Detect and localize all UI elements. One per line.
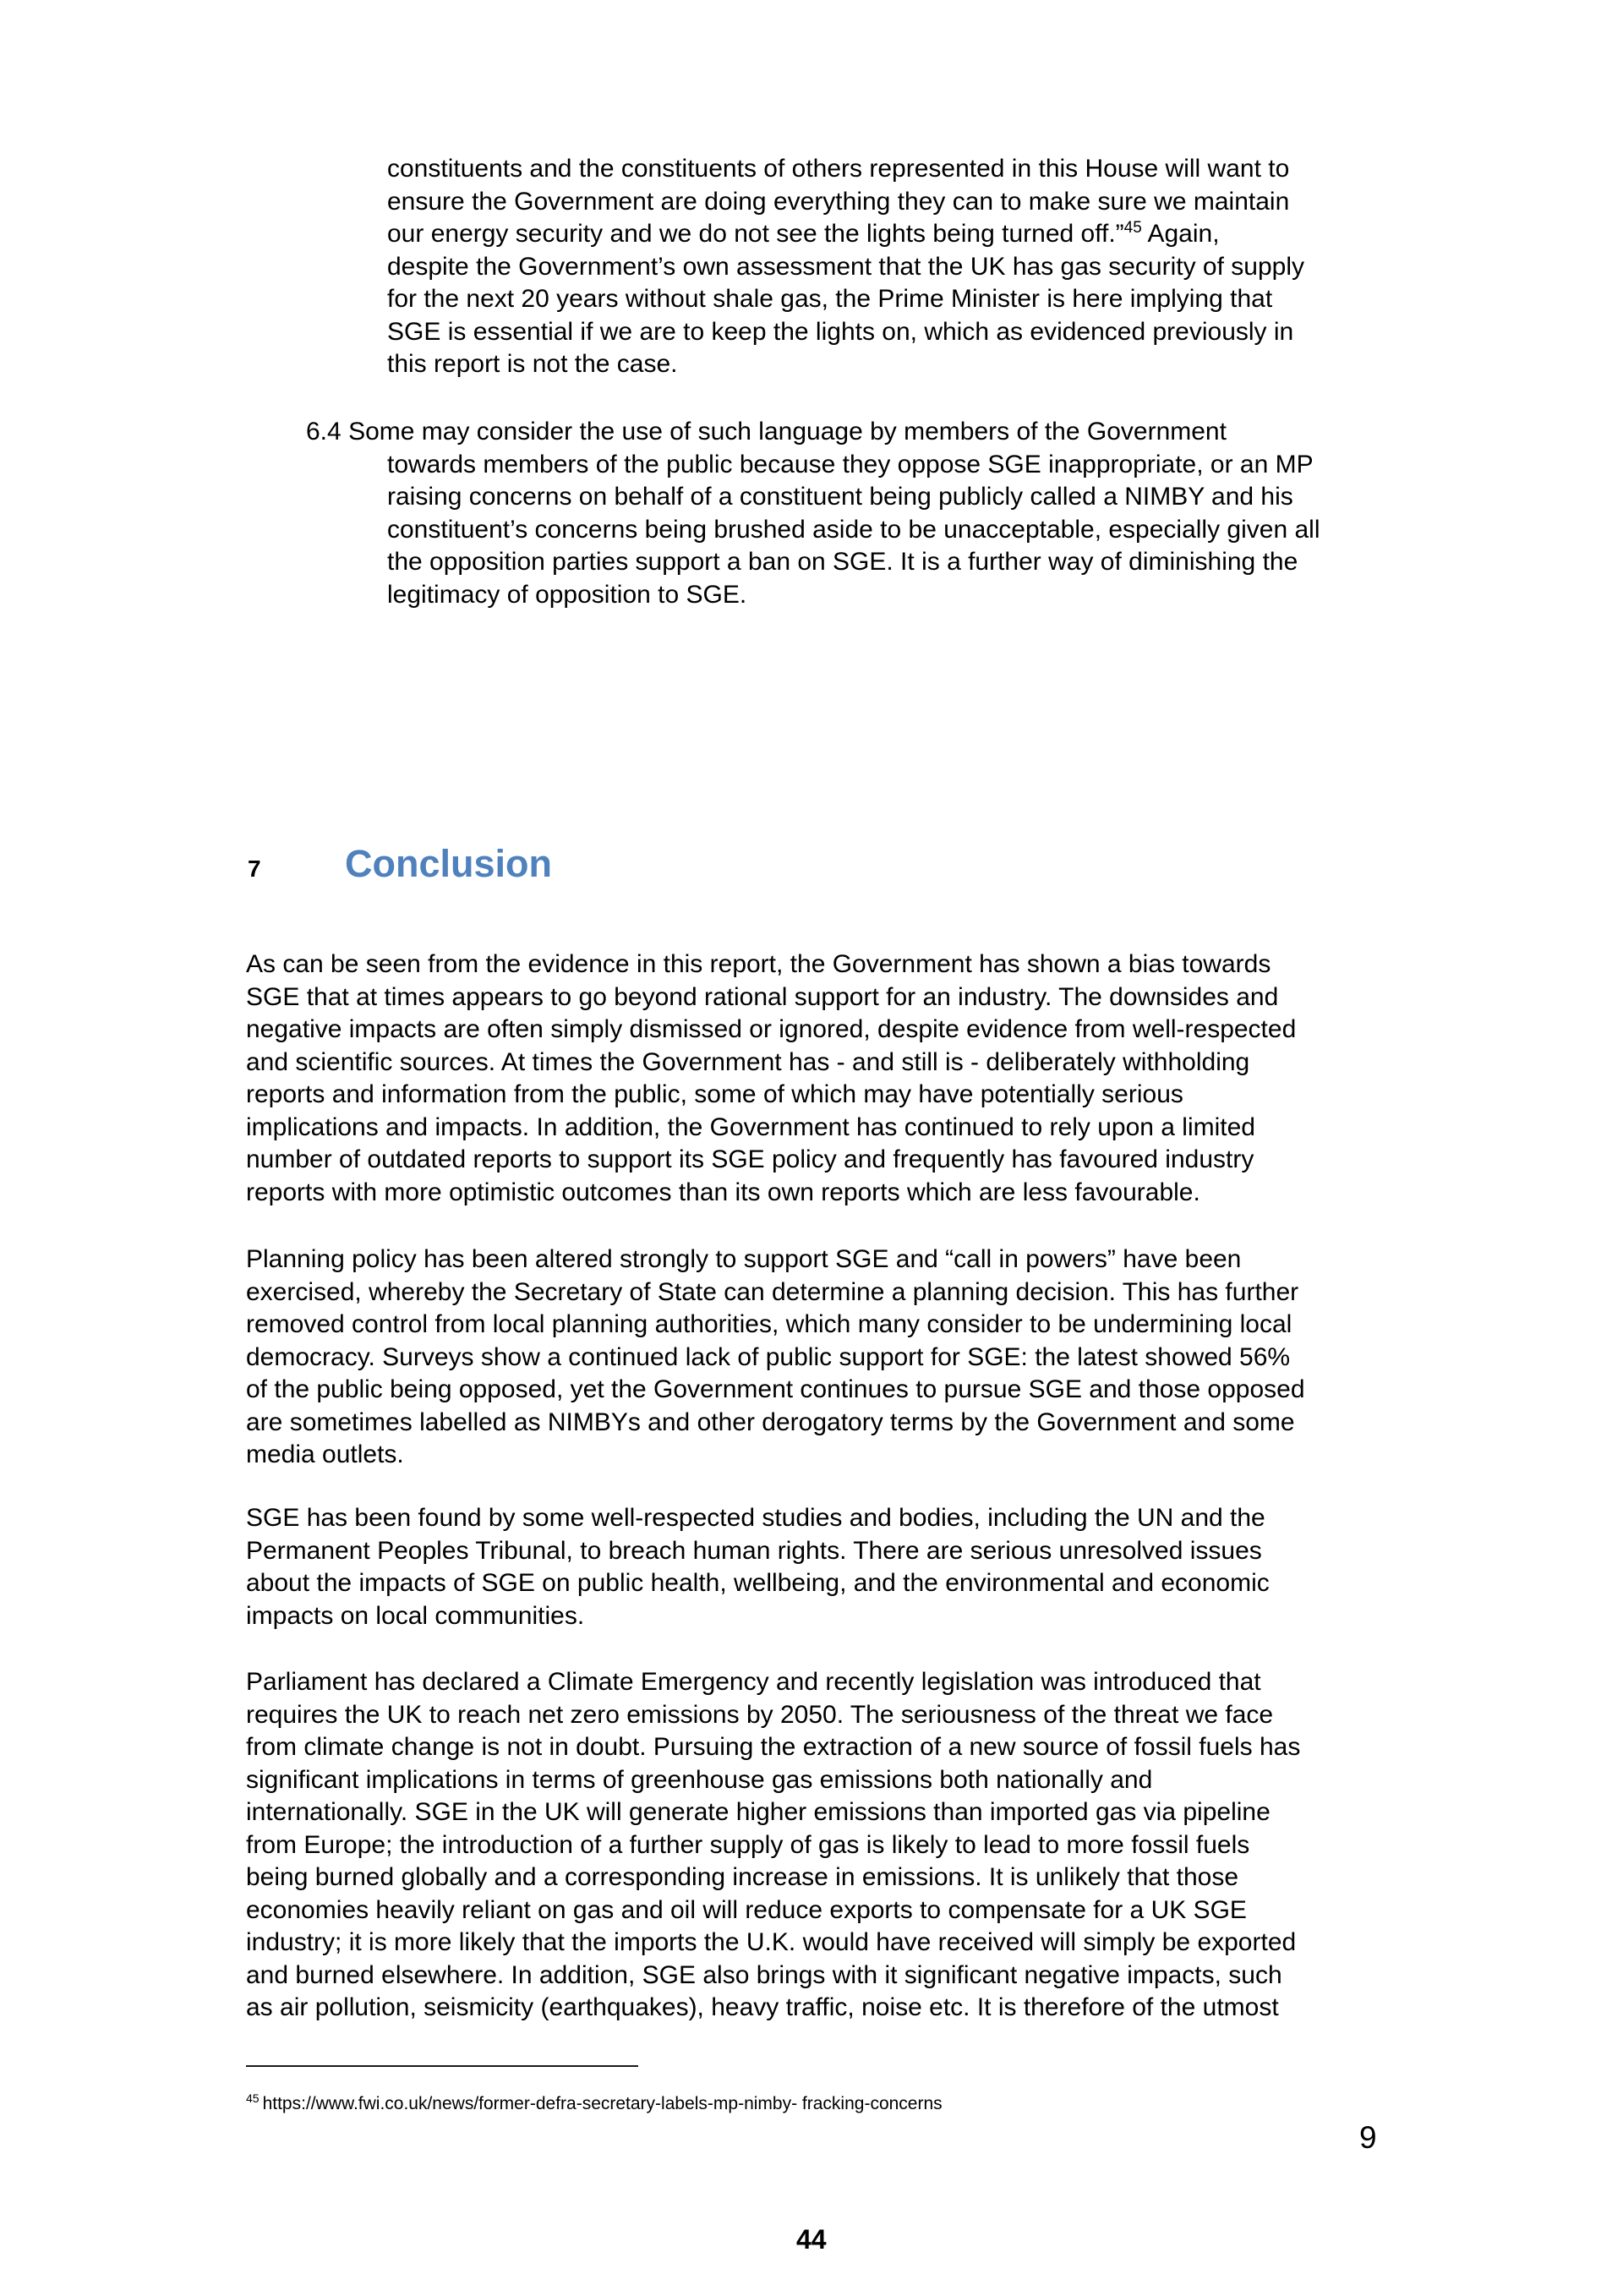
text-line: number of outdated reports to support its SGE policy and frequently has favoured industry <box>246 1145 1254 1173</box>
text-line: requires the UK to reach net zero emissions by 2050. The seriousness of the threat we face <box>246 1700 1274 1729</box>
text-line <box>387 218 1304 251</box>
text-line: and scientific sources. At times the Government has - and still is - deliberately withholding <box>246 1047 1250 1076</box>
conclusion-paragraph-3 <box>246 1502 1270 1632</box>
text-line: impacts on local communities. <box>246 1601 585 1630</box>
text-line: media outlets. <box>246 1440 404 1468</box>
text-line: are sometimes labelled as NIMBYs and other derogatory terms by the Government and some <box>246 1408 1295 1436</box>
text-line: legitimacy of opposition to SGE. <box>387 580 747 609</box>
text-fragment: Again, <box>1141 220 1220 248</box>
text-line: As can be seen from the evidence in this report, the Government has shown a bias towards <box>246 950 1271 978</box>
conclusion-paragraph-2 <box>246 1244 1305 1472</box>
text-line: as air pollution, seismicity (earthquakes), heavy traffic, noise etc. It is therefore of the utmost <box>246 1993 1279 2021</box>
footnote-reference[interactable]: 45 <box>1123 219 1142 237</box>
text-line: negative impacts are often simply dismissed or ignored, despite evidence from well-respected <box>246 1015 1297 1043</box>
text-line: SGE that at times appears to go beyond rational support for an industry. The downsides and <box>246 982 1279 1011</box>
text-line: of the public being opposed, yet the Government continues to pursue SGE and those opposed <box>246 1375 1305 1403</box>
text-line: constituent’s concerns being brushed aside to be unacceptable, especially given all <box>387 515 1320 544</box>
text-line: about the impacts of SGE on public health, wellbeing, and the environmental and economic <box>246 1569 1270 1597</box>
text-line: and burned elsewhere. In addition, SGE also brings with it significant negative impacts, such <box>246 1960 1282 1989</box>
document-page-number: 44 <box>796 2224 827 2255</box>
paragraph-number: 6.4 <box>306 418 342 446</box>
conclusion-paragraph-1 <box>246 948 1296 1209</box>
text-line: reports and information from the public, some of which may have potentially serious <box>246 1080 1183 1108</box>
paragraph-6-4 <box>306 416 1320 611</box>
text-line: despite the Government’s own assessment that the UK has gas security of supply <box>387 252 1305 281</box>
footnote-number: 45 <box>246 2091 260 2105</box>
text-line: from Europe; the introduction of a further supply of gas is likely to lead to more fossil fuels <box>246 1830 1250 1859</box>
text-line: the opposition parties support a ban on SGE. It is a further way of diminishing the <box>387 548 1298 576</box>
footnote <box>246 2091 943 2114</box>
text-line: for the next 20 years without shale gas, the Prime Minister is here implying that <box>387 285 1273 313</box>
text-line: internationally. SGE in the UK will generate higher emissions than imported gas via pipeline <box>246 1798 1271 1826</box>
text-line: from climate change is not in doubt. Pursuing the extraction of a new source of fossil fuels has <box>246 1733 1301 1761</box>
text-line: economies heavily reliant on gas and oil will reduce exports to compensate for a UK SGE <box>246 1895 1247 1924</box>
text-line: Planning policy has been altered strongly to support SGE and “call in powers” have been <box>246 1245 1242 1273</box>
footnote-link[interactable]: https://www.fwi.co.uk/news/former-defra-secretary-labels-mp-nimby- fracking-concerns <box>262 2094 943 2113</box>
text-line: implications and impacts. In addition, the Government has continued to rely upon a limited <box>246 1112 1255 1141</box>
text-line: reports with more optimistic outcomes than its own reports which are less favourable. <box>246 1178 1200 1206</box>
text-line: ensure the Government are doing everything they can to make sure we maintain <box>387 187 1290 216</box>
text-line: constituents and the constituents of others represented in this House will want to <box>387 155 1290 183</box>
section-title: Conclusion <box>345 842 552 885</box>
text-line: being burned globally and a corresponding increase in emissions. It is unlikely that those <box>246 1863 1239 1891</box>
paragraph-6-3-continuation <box>387 153 1304 381</box>
text-line: raising concerns on behalf of a constituent being publicly called a NIMBY and his <box>387 483 1293 511</box>
text-line: exercised, whereby the Secretary of State can determine a planning decision. This has further <box>246 1277 1299 1306</box>
section-page-number: 9 <box>1359 2120 1377 2155</box>
section-heading <box>248 842 552 885</box>
text-line: SGE has been found by some well-respected studies and bodies, including the UN and the <box>246 1504 1265 1532</box>
text-fragment: our energy security and we do not see the lights being turned off.” <box>387 220 1124 248</box>
text-line: this report is not the case. <box>387 350 678 378</box>
text-line: SGE is essential if we are to keep the lights on, which as evidenced previously in <box>387 317 1294 346</box>
conclusion-paragraph-4 <box>246 1666 1300 2025</box>
section-number: 7 <box>248 856 261 882</box>
text-line: removed control from local planning authorities, which many consider to be undermining local <box>246 1310 1292 1338</box>
text-line: towards members of the public because they oppose SGE inappropriate, or an MP <box>387 450 1314 478</box>
text-line: industry; it is more likely that the imports the U.K. would have received will simply be exported <box>246 1928 1297 1956</box>
text-line <box>306 416 1320 449</box>
footnote-separator <box>246 2065 638 2067</box>
text-fragment: Some may consider the use of such language by members of the Government <box>348 418 1227 446</box>
text-line: Parliament has declared a Climate Emergency and recently legislation was introduced that <box>246 1668 1261 1696</box>
text-line: Permanent Peoples Tribunal, to breach human rights. There are serious unresolved issues <box>246 1536 1262 1565</box>
text-line: significant implications in terms of greenhouse gas emissions both nationally and <box>246 1765 1153 1794</box>
text-line: democracy. Surveys show a continued lack of public support for SGE: the latest showed 56% <box>246 1342 1291 1371</box>
